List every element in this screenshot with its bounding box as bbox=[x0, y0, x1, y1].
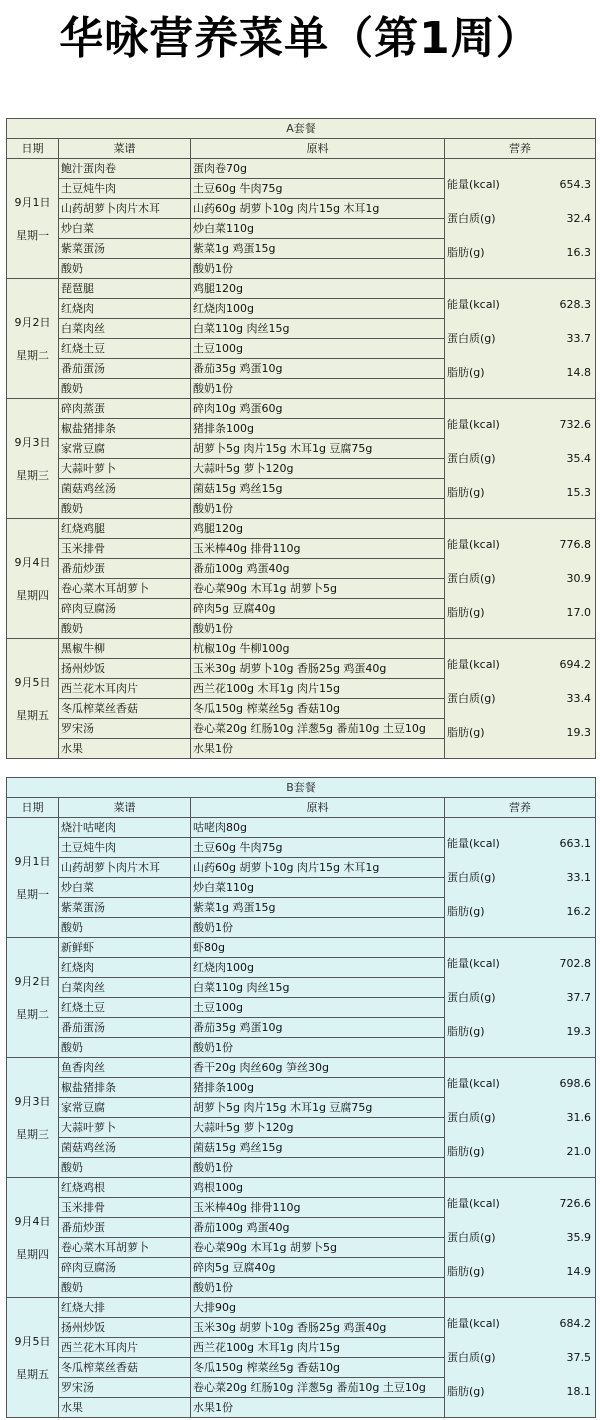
ingredient-cell: 碎肉10g 鸡蛋60g bbox=[191, 399, 445, 419]
dish-cell: 炒白菜 bbox=[59, 878, 191, 898]
dish-cell: 水果 bbox=[59, 739, 191, 759]
ingredient-cell: 山药60g 胡萝卜10g 肉片15g 木耳1g bbox=[191, 858, 445, 878]
dish-cell: 酸奶 bbox=[59, 259, 191, 279]
ingredient-cell: 玉米30g 胡萝卜10g 香肠25g 鸡蛋40g bbox=[191, 659, 445, 679]
dish-cell: 黑椒牛柳 bbox=[59, 639, 191, 659]
nutrition-fat bbox=[447, 895, 593, 929]
dish-cell: 家常豆腐 bbox=[59, 1098, 191, 1118]
table-row bbox=[7, 1058, 596, 1078]
dish-cell: 红烧大排 bbox=[59, 1298, 191, 1318]
date-label: 9月3日 bbox=[14, 1094, 51, 1108]
ingredient-cell: 白菜110g 肉丝15g bbox=[191, 978, 445, 998]
date-label: 9月5日 bbox=[14, 675, 51, 689]
date-cell bbox=[7, 519, 59, 639]
ingredient-cell: 碎肉5g 豆腐40g bbox=[191, 599, 445, 619]
nutrition-energy bbox=[447, 1307, 593, 1341]
nutrient-value: 14.8 bbox=[566, 365, 592, 379]
ingredient-cell: 胡萝卜5g 肉片15g 木耳1g 豆腐75g bbox=[191, 439, 445, 459]
ingredient-cell: 杭椒10g 牛柳100g bbox=[191, 639, 445, 659]
date-cell bbox=[7, 818, 59, 938]
nutrient-label: 能量(kcal) bbox=[447, 177, 500, 191]
nutrient-label: 脂肪(g) bbox=[447, 485, 485, 499]
dish-cell: 山药胡萝卜肉片木耳 bbox=[59, 199, 191, 219]
nutrient-label: 能量(kcal) bbox=[447, 417, 500, 431]
nutrition-cell bbox=[445, 1178, 596, 1298]
nutrient-label: 能量(kcal) bbox=[447, 956, 500, 970]
ingredient-cell: 红烧肉100g bbox=[191, 299, 445, 319]
set-name-row bbox=[7, 119, 596, 139]
nutrient-value: 32.4 bbox=[566, 211, 592, 225]
nutrient-label: 能量(kcal) bbox=[447, 836, 500, 850]
nutrition-protein bbox=[447, 861, 593, 895]
nutrition-energy bbox=[447, 288, 593, 322]
nutrient-value: 35.4 bbox=[566, 451, 592, 465]
nutrition-protein bbox=[447, 202, 593, 236]
date-label: 9月1日 bbox=[14, 195, 51, 209]
dish-cell: 水果 bbox=[59, 1398, 191, 1418]
nutrient-label: 脂肪(g) bbox=[447, 1144, 485, 1158]
nutrient-label: 能量(kcal) bbox=[447, 537, 500, 551]
dish-cell: 烧汁咕咾肉 bbox=[59, 818, 191, 838]
nutrient-value: 694.2 bbox=[559, 657, 592, 671]
nutrition-protein bbox=[447, 1101, 593, 1135]
dish-cell: 椒盐猪排条 bbox=[59, 419, 191, 439]
dish-cell: 冬瓜榨菜丝香菇 bbox=[59, 1358, 191, 1378]
table-row bbox=[7, 519, 596, 539]
nutrition-cell bbox=[445, 938, 596, 1058]
date-cell bbox=[7, 279, 59, 399]
nutrition-protein bbox=[447, 981, 593, 1015]
ingredient-cell: 菌菇15g 鸡丝15g bbox=[191, 1138, 445, 1158]
date-cell bbox=[7, 1298, 59, 1418]
weekday-label: 星期二 bbox=[16, 348, 49, 362]
table-row bbox=[7, 399, 596, 419]
nutrition-fat bbox=[447, 1135, 593, 1169]
dish-cell: 炒白菜 bbox=[59, 219, 191, 239]
ingredient-cell: 碎肉5g 豆腐40g bbox=[191, 1258, 445, 1278]
set-name: A套餐 bbox=[7, 119, 596, 139]
header-nutrition: 营养 bbox=[445, 798, 596, 818]
nutrient-value: 14.9 bbox=[566, 1264, 592, 1278]
dish-cell: 红烧肉 bbox=[59, 299, 191, 319]
dish-cell: 西兰花木耳肉片 bbox=[59, 679, 191, 699]
dish-cell: 酸奶 bbox=[59, 619, 191, 639]
ingredient-cell: 酸奶1份 bbox=[191, 1278, 445, 1298]
nutrient-label: 蛋白质(g) bbox=[447, 1350, 496, 1364]
dish-cell: 红烧土豆 bbox=[59, 998, 191, 1018]
nutrient-value: 684.2 bbox=[559, 1316, 592, 1330]
ingredient-cell: 酸奶1份 bbox=[191, 379, 445, 399]
nutrition-protein bbox=[447, 442, 593, 476]
nutrient-label: 脂肪(g) bbox=[447, 1384, 485, 1398]
dish-cell: 冬瓜榨菜丝香菇 bbox=[59, 699, 191, 719]
nutrient-value: 18.1 bbox=[566, 1384, 592, 1398]
nutrition-fat bbox=[447, 1375, 593, 1409]
nutrient-value: 702.8 bbox=[559, 956, 592, 970]
weekday-label: 星期四 bbox=[16, 1247, 49, 1261]
page-title: 华咏营养菜单（第1周） bbox=[59, 13, 541, 64]
nutrition-cell bbox=[445, 1058, 596, 1178]
date-cell bbox=[7, 938, 59, 1058]
nutrition-fat bbox=[447, 1015, 593, 1049]
set-a-table-wrap bbox=[6, 118, 595, 759]
nutrient-label: 蛋白质(g) bbox=[447, 331, 496, 345]
nutrition-energy bbox=[447, 408, 593, 442]
nutrient-value: 726.6 bbox=[559, 1196, 592, 1210]
nutrient-label: 能量(kcal) bbox=[447, 1316, 500, 1330]
nutrition-fat bbox=[447, 596, 593, 630]
nutrition-cell bbox=[445, 159, 596, 279]
nutrient-value: 698.6 bbox=[559, 1076, 592, 1090]
dish-cell: 番茄蛋汤 bbox=[59, 1018, 191, 1038]
nutrient-value: 15.3 bbox=[566, 485, 592, 499]
dish-cell: 酸奶 bbox=[59, 379, 191, 399]
ingredient-cell: 玉米棒40g 排骨110g bbox=[191, 539, 445, 559]
nutrition-energy bbox=[447, 947, 593, 981]
dish-cell: 椒盐猪排条 bbox=[59, 1078, 191, 1098]
header-nutrition: 营养 bbox=[445, 139, 596, 159]
dish-cell: 酸奶 bbox=[59, 1038, 191, 1058]
date-cell bbox=[7, 1178, 59, 1298]
dish-cell: 扬州炒饭 bbox=[59, 659, 191, 679]
nutrient-label: 脂肪(g) bbox=[447, 365, 485, 379]
dish-cell: 大蒜叶萝卜 bbox=[59, 459, 191, 479]
weekday-label: 星期四 bbox=[16, 588, 49, 602]
nutrition-fat bbox=[447, 1255, 593, 1289]
nutrient-value: 37.7 bbox=[566, 990, 592, 1004]
dish-cell: 土豆炖牛肉 bbox=[59, 838, 191, 858]
weekday-label: 星期五 bbox=[16, 1367, 49, 1381]
date-cell bbox=[7, 159, 59, 279]
nutrient-label: 能量(kcal) bbox=[447, 297, 500, 311]
ingredient-cell: 紫菜1g 鸡蛋15g bbox=[191, 898, 445, 918]
nutrient-label: 蛋白质(g) bbox=[447, 691, 496, 705]
dish-cell: 鲍汁蛋肉卷 bbox=[59, 159, 191, 179]
ingredient-cell: 土豆100g bbox=[191, 339, 445, 359]
ingredient-cell: 番茄100g 鸡蛋40g bbox=[191, 1218, 445, 1238]
dish-cell: 西兰花木耳肉片 bbox=[59, 1338, 191, 1358]
dish-cell: 家常豆腐 bbox=[59, 439, 191, 459]
dish-cell: 紫菜蛋汤 bbox=[59, 239, 191, 259]
dish-cell: 玉米排骨 bbox=[59, 1198, 191, 1218]
nutrition-protein bbox=[447, 682, 593, 716]
nutrient-label: 蛋白质(g) bbox=[447, 990, 496, 1004]
nutrient-label: 脂肪(g) bbox=[447, 605, 485, 619]
dish-cell: 新鲜虾 bbox=[59, 938, 191, 958]
nutrition-protein bbox=[447, 322, 593, 356]
date-label: 9月4日 bbox=[14, 555, 51, 569]
date-cell bbox=[7, 639, 59, 759]
nutrient-value: 17.0 bbox=[566, 605, 592, 619]
nutrient-value: 33.1 bbox=[566, 870, 592, 884]
nutrition-cell bbox=[445, 519, 596, 639]
date-label: 9月3日 bbox=[14, 435, 51, 449]
dish-cell: 紫菜蛋汤 bbox=[59, 898, 191, 918]
set-name: B套餐 bbox=[7, 778, 596, 798]
nutrient-label: 蛋白质(g) bbox=[447, 1230, 496, 1244]
dish-cell: 红烧鸡根 bbox=[59, 1178, 191, 1198]
ingredient-cell: 猪排条100g bbox=[191, 419, 445, 439]
ingredient-cell: 炒白菜110g bbox=[191, 878, 445, 898]
nutrient-value: 19.3 bbox=[566, 1024, 592, 1038]
nutrition-energy bbox=[447, 1067, 593, 1101]
ingredient-cell: 菌菇15g 鸡丝15g bbox=[191, 479, 445, 499]
set-a-table bbox=[6, 118, 596, 759]
header-row bbox=[7, 798, 596, 818]
nutrient-value: 732.6 bbox=[559, 417, 592, 431]
ingredient-cell: 土豆60g 牛肉75g bbox=[191, 838, 445, 858]
weekday-label: 星期一 bbox=[16, 228, 49, 242]
nutrient-label: 能量(kcal) bbox=[447, 657, 500, 671]
ingredient-cell: 虾80g bbox=[191, 938, 445, 958]
ingredient-cell: 蛋肉卷70g bbox=[191, 159, 445, 179]
nutrient-label: 蛋白质(g) bbox=[447, 870, 496, 884]
weekday-label: 星期三 bbox=[16, 1127, 49, 1141]
table-row bbox=[7, 159, 596, 179]
table-row bbox=[7, 818, 596, 838]
dish-cell: 罗宋汤 bbox=[59, 1378, 191, 1398]
nutrition-protein bbox=[447, 562, 593, 596]
nutrition-protein bbox=[447, 1221, 593, 1255]
ingredient-cell: 酸奶1份 bbox=[191, 1038, 445, 1058]
ingredient-cell: 水果1份 bbox=[191, 739, 445, 759]
dish-cell: 土豆炖牛肉 bbox=[59, 179, 191, 199]
ingredient-cell: 紫菜1g 鸡蛋15g bbox=[191, 239, 445, 259]
ingredient-cell: 大蒜叶5g 萝卜120g bbox=[191, 459, 445, 479]
nutrition-cell bbox=[445, 639, 596, 759]
ingredient-cell: 鸡根100g bbox=[191, 1178, 445, 1198]
nutrient-value: 16.2 bbox=[566, 904, 592, 918]
nutrient-value: 33.4 bbox=[566, 691, 592, 705]
date-label: 9月2日 bbox=[14, 315, 51, 329]
nutrient-value: 35.9 bbox=[566, 1230, 592, 1244]
table-row bbox=[7, 279, 596, 299]
header-date: 日期 bbox=[7, 139, 59, 159]
date-label: 9月5日 bbox=[14, 1334, 51, 1348]
header-ingredients: 原料 bbox=[191, 798, 445, 818]
dish-cell: 红烧土豆 bbox=[59, 339, 191, 359]
nutrient-label: 脂肪(g) bbox=[447, 1264, 485, 1278]
dish-cell: 酸奶 bbox=[59, 1158, 191, 1178]
nutrient-value: 628.3 bbox=[559, 297, 592, 311]
dish-cell: 碎肉蒸蛋 bbox=[59, 399, 191, 419]
nutrient-label: 能量(kcal) bbox=[447, 1196, 500, 1210]
date-label: 9月2日 bbox=[14, 974, 51, 988]
date-label: 9月4日 bbox=[14, 1214, 51, 1228]
dish-cell: 白菜肉丝 bbox=[59, 978, 191, 998]
dish-cell: 琵琶腿 bbox=[59, 279, 191, 299]
nutrition-fat bbox=[447, 476, 593, 510]
ingredient-cell: 卷心菜20g 红肠10g 洋葱5g 番茄10g 土豆10g bbox=[191, 719, 445, 739]
dish-cell: 山药胡萝卜肉片木耳 bbox=[59, 858, 191, 878]
ingredient-cell: 鸡腿120g bbox=[191, 519, 445, 539]
nutrient-label: 能量(kcal) bbox=[447, 1076, 500, 1090]
ingredient-cell: 胡萝卜5g 肉片15g 木耳1g 豆腐75g bbox=[191, 1098, 445, 1118]
nutrient-value: 663.1 bbox=[559, 836, 592, 850]
nutrient-value: 30.9 bbox=[566, 571, 592, 585]
header-dish: 菜谱 bbox=[59, 139, 191, 159]
nutrient-label: 蛋白质(g) bbox=[447, 1110, 496, 1124]
table-row bbox=[7, 639, 596, 659]
dish-cell: 酸奶 bbox=[59, 499, 191, 519]
set-b-table bbox=[6, 777, 596, 1418]
ingredient-cell: 卷心菜90g 木耳1g 胡萝卜5g bbox=[191, 1238, 445, 1258]
nutrient-label: 脂肪(g) bbox=[447, 1024, 485, 1038]
dish-cell: 卷心菜木耳胡萝卜 bbox=[59, 579, 191, 599]
date-cell bbox=[7, 1058, 59, 1178]
ingredient-cell: 冬瓜150g 榨菜丝5g 香菇10g bbox=[191, 1358, 445, 1378]
dish-cell: 菌菇鸡丝汤 bbox=[59, 479, 191, 499]
weekday-label: 星期五 bbox=[16, 708, 49, 722]
dish-cell: 碎肉豆腐汤 bbox=[59, 1258, 191, 1278]
date-label: 9月1日 bbox=[14, 854, 51, 868]
header-date: 日期 bbox=[7, 798, 59, 818]
ingredient-cell: 卷心菜20g 红肠10g 洋葱5g 番茄10g 土豆10g bbox=[191, 1378, 445, 1398]
ingredient-cell: 山药60g 胡萝卜10g 肉片15g 木耳1g bbox=[191, 199, 445, 219]
ingredient-cell: 玉米棒40g 排骨110g bbox=[191, 1198, 445, 1218]
nutrient-value: 776.8 bbox=[559, 537, 592, 551]
nutrient-label: 蛋白质(g) bbox=[447, 211, 496, 225]
dish-cell: 扬州炒饭 bbox=[59, 1318, 191, 1338]
dish-cell: 番茄炒蛋 bbox=[59, 1218, 191, 1238]
ingredient-cell: 水果1份 bbox=[191, 1398, 445, 1418]
nutrient-label: 脂肪(g) bbox=[447, 725, 485, 739]
ingredient-cell: 卷心菜90g 木耳1g 胡萝卜5g bbox=[191, 579, 445, 599]
dish-cell: 番茄蛋汤 bbox=[59, 359, 191, 379]
set-b-table-wrap bbox=[6, 777, 595, 1418]
nutrient-value: 16.3 bbox=[566, 245, 592, 259]
nutrient-value: 31.6 bbox=[566, 1110, 592, 1124]
nutrition-energy bbox=[447, 168, 593, 202]
set-name-row bbox=[7, 778, 596, 798]
table-row bbox=[7, 1298, 596, 1318]
ingredient-cell: 番茄35g 鸡蛋10g bbox=[191, 1018, 445, 1038]
ingredient-cell: 红烧肉100g bbox=[191, 958, 445, 978]
dish-cell: 酸奶 bbox=[59, 1278, 191, 1298]
weekday-label: 星期三 bbox=[16, 468, 49, 482]
dish-cell: 酸奶 bbox=[59, 918, 191, 938]
nutrition-energy bbox=[447, 528, 593, 562]
table-row bbox=[7, 1178, 596, 1198]
ingredient-cell: 咕咾肉80g bbox=[191, 818, 445, 838]
ingredient-cell: 大蒜叶5g 萝卜120g bbox=[191, 1118, 445, 1138]
ingredient-cell: 炒白菜110g bbox=[191, 219, 445, 239]
dish-cell: 菌菇鸡丝汤 bbox=[59, 1138, 191, 1158]
ingredient-cell: 酸奶1份 bbox=[191, 499, 445, 519]
nutrient-value: 654.3 bbox=[559, 177, 592, 191]
dish-cell: 红烧鸡腿 bbox=[59, 519, 191, 539]
nutrient-value: 19.3 bbox=[566, 725, 592, 739]
dish-cell: 碎肉豆腐汤 bbox=[59, 599, 191, 619]
ingredient-cell: 香干20g 肉丝60g 笋丝30g bbox=[191, 1058, 445, 1078]
nutrition-energy bbox=[447, 648, 593, 682]
header-dish: 菜谱 bbox=[59, 798, 191, 818]
ingredient-cell: 白菜110g 肉丝15g bbox=[191, 319, 445, 339]
dish-cell: 罗宋汤 bbox=[59, 719, 191, 739]
ingredient-cell: 番茄100g 鸡蛋40g bbox=[191, 559, 445, 579]
ingredient-cell: 土豆100g bbox=[191, 998, 445, 1018]
nutrition-protein bbox=[447, 1341, 593, 1375]
ingredient-cell: 土豆60g 牛肉75g bbox=[191, 179, 445, 199]
dish-cell: 大蒜叶萝卜 bbox=[59, 1118, 191, 1138]
nutrient-value: 21.0 bbox=[566, 1144, 592, 1158]
nutrient-value: 37.5 bbox=[566, 1350, 592, 1364]
ingredient-cell: 大排90g bbox=[191, 1298, 445, 1318]
nutrient-value: 33.7 bbox=[566, 331, 592, 345]
table-row bbox=[7, 938, 596, 958]
nutrition-fat bbox=[447, 236, 593, 270]
nutrient-label: 脂肪(g) bbox=[447, 245, 485, 259]
dish-cell: 卷心菜木耳胡萝卜 bbox=[59, 1238, 191, 1258]
ingredient-cell: 猪排条100g bbox=[191, 1078, 445, 1098]
ingredient-cell: 冬瓜150g 榨菜丝5g 香菇10g bbox=[191, 699, 445, 719]
ingredient-cell: 西兰花100g 木耳1g 肉片15g bbox=[191, 679, 445, 699]
ingredient-cell: 酸奶1份 bbox=[191, 259, 445, 279]
nutrition-cell bbox=[445, 1298, 596, 1418]
dish-cell: 鱼香肉丝 bbox=[59, 1058, 191, 1078]
ingredient-cell: 酸奶1份 bbox=[191, 1158, 445, 1178]
weekday-label: 星期一 bbox=[16, 887, 49, 901]
weekday-label: 星期二 bbox=[16, 1007, 49, 1021]
ingredient-cell: 鸡腿120g bbox=[191, 279, 445, 299]
ingredient-cell: 番茄35g 鸡蛋10g bbox=[191, 359, 445, 379]
dish-cell: 玉米排骨 bbox=[59, 539, 191, 559]
nutrition-cell bbox=[445, 399, 596, 519]
dish-cell: 红烧肉 bbox=[59, 958, 191, 978]
date-cell bbox=[7, 399, 59, 519]
dish-cell: 白菜肉丝 bbox=[59, 319, 191, 339]
nutrient-label: 脂肪(g) bbox=[447, 904, 485, 918]
nutrition-fat bbox=[447, 356, 593, 390]
header-ingredients: 原料 bbox=[191, 139, 445, 159]
ingredient-cell: 酸奶1份 bbox=[191, 619, 445, 639]
nutrition-cell bbox=[445, 279, 596, 399]
ingredient-cell: 玉米30g 胡萝卜10g 香肠25g 鸡蛋40g bbox=[191, 1318, 445, 1338]
nutrient-label: 蛋白质(g) bbox=[447, 451, 496, 465]
nutrition-energy bbox=[447, 1187, 593, 1221]
ingredient-cell: 西兰花100g 木耳1g 肉片15g bbox=[191, 1338, 445, 1358]
ingredient-cell: 酸奶1份 bbox=[191, 918, 445, 938]
nutrition-cell bbox=[445, 818, 596, 938]
nutrition-fat bbox=[447, 716, 593, 750]
nutrient-label: 蛋白质(g) bbox=[447, 571, 496, 585]
nutrition-energy bbox=[447, 827, 593, 861]
header-row bbox=[7, 139, 596, 159]
dish-cell: 番茄炒蛋 bbox=[59, 559, 191, 579]
